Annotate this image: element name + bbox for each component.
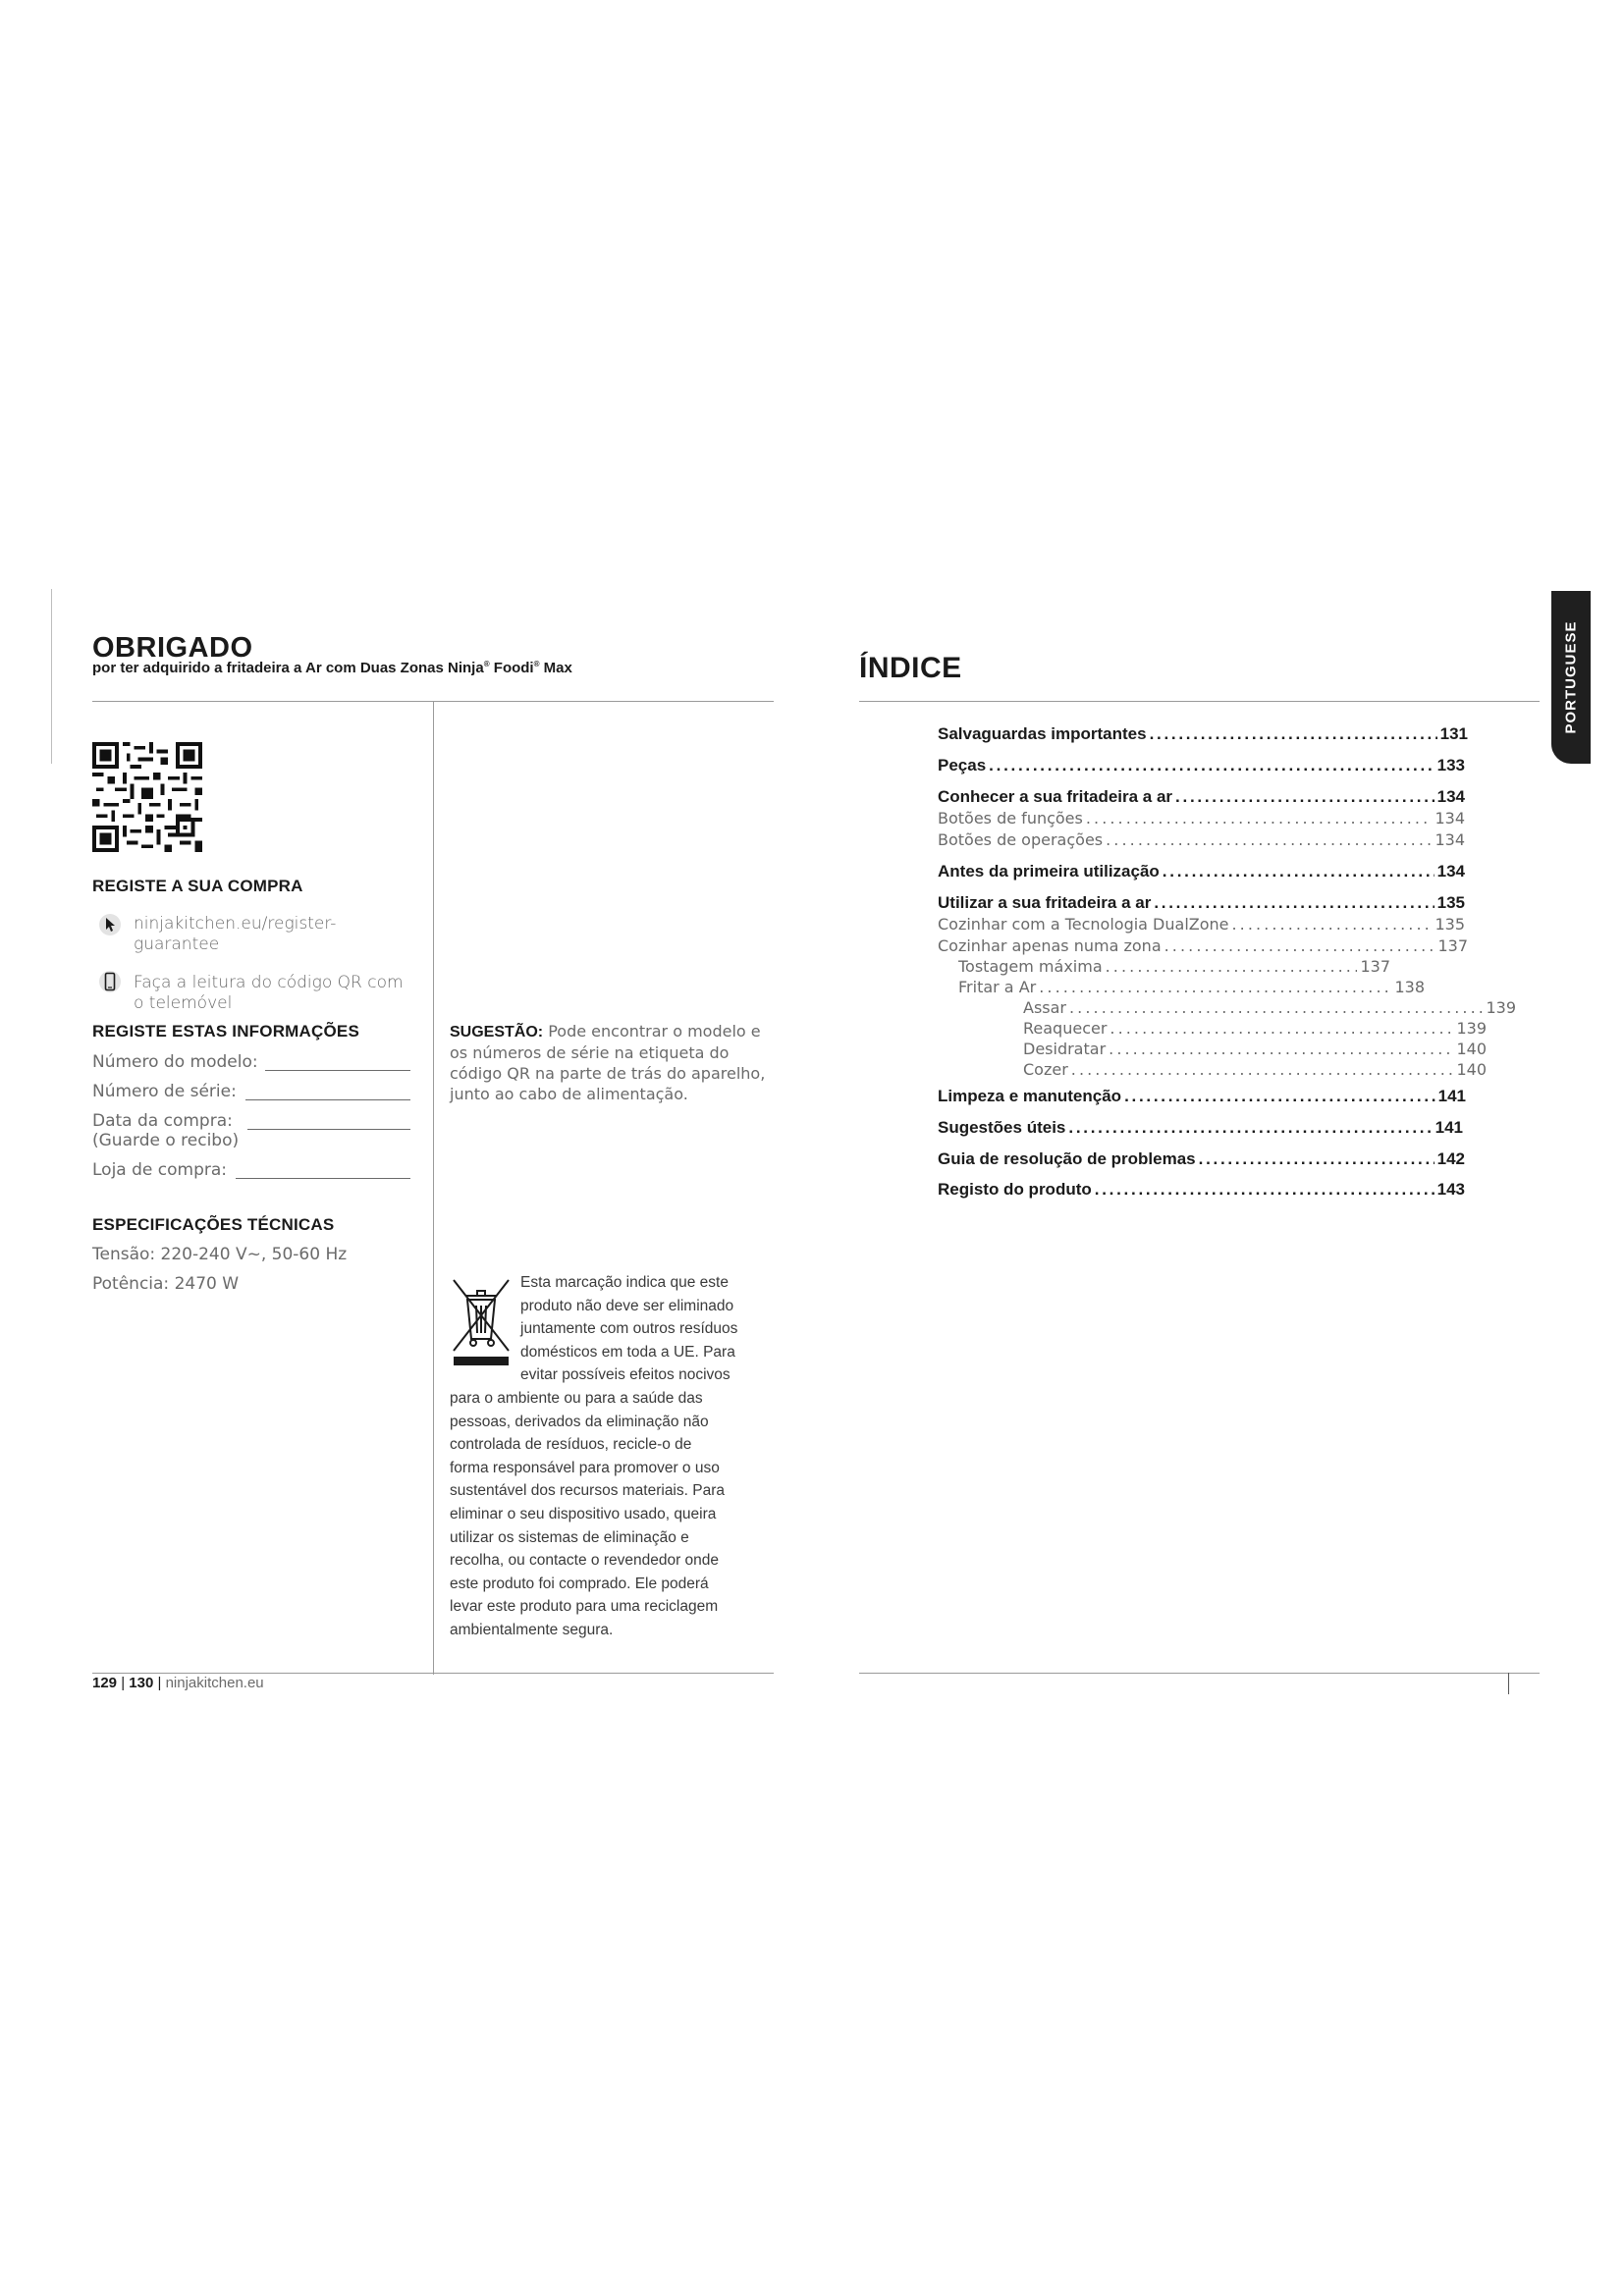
- footer-url[interactable]: ninjakitchen.eu: [165, 1675, 264, 1691]
- weee-line: ambientalmente segura.: [450, 1621, 614, 1638]
- footer-page-marker: [1508, 1673, 1509, 1694]
- toc-page: 143: [1436, 1180, 1465, 1199]
- toc-page: 138: [1394, 978, 1425, 996]
- index-header-divider: [859, 701, 1540, 702]
- toc-leader: [1106, 830, 1432, 849]
- toc-page: 140: [1456, 1060, 1487, 1079]
- serial-number-label: Número de série:: [92, 1082, 237, 1101]
- qr-instructions-line: Faça a leitura do código QR com: [134, 973, 404, 992]
- voltage-spec: Tensão: 220-240 V~, 50-60 Hz: [92, 1245, 348, 1264]
- toc-entry[interactable]: [938, 830, 1465, 849]
- toc-page: 134: [1436, 787, 1465, 806]
- toc-label: Registo do produto: [938, 1180, 1092, 1199]
- register-purchase-heading: REGISTE A SUA COMPRA: [92, 877, 303, 895]
- weee-line: sustentável dos recursos materiais. Para: [450, 1482, 725, 1500]
- subtitle-text: Max: [539, 660, 572, 676]
- purchase-date-label: Data da compra:: [92, 1111, 233, 1131]
- toc-label: Fritar a Ar: [958, 978, 1037, 996]
- power-spec: Potência: 2470 W: [92, 1274, 240, 1294]
- tip-text: Pode encontrar o modelo e os números de série na etiqueta do código QR na parte de trás do aparelho, junto ao cabo de alimentação.: [450, 1022, 766, 1103]
- language-tab-label: PORTUGUESE: [1562, 620, 1580, 734]
- toc-label: Peças: [938, 756, 987, 774]
- toc-entry[interactable]: [938, 1180, 1465, 1200]
- toc-leader: [1164, 936, 1435, 955]
- toc-entry[interactable]: [958, 978, 1425, 996]
- registered-mark: ®: [483, 660, 490, 668]
- weee-line: forma responsável para promover o uso: [450, 1459, 720, 1476]
- toc-entry[interactable]: [938, 893, 1465, 913]
- toc-label: Antes da primeira utilização: [938, 862, 1160, 881]
- subtitle-text: Foodi: [489, 660, 534, 676]
- toc-page: 141: [1435, 1118, 1463, 1137]
- qr-code-icon[interactable]: [92, 742, 202, 852]
- footer-divider: [92, 1673, 774, 1674]
- record-info-heading: REGISTE ESTAS INFORMAÇÕES: [92, 1022, 359, 1041]
- toc-page: 133: [1436, 756, 1465, 774]
- toc-leader: [1039, 978, 1391, 996]
- toc-page: 139: [1456, 1019, 1487, 1038]
- toc-entry[interactable]: [938, 809, 1465, 828]
- margin-rule: [51, 589, 52, 764]
- toc-leader: [1068, 1118, 1432, 1138]
- receipt-note: (Guarde o recibo): [92, 1131, 240, 1150]
- weee-line: utilizar os sistemas de eliminação e: [450, 1528, 689, 1546]
- toc-page: 131: [1439, 724, 1468, 743]
- toc-entry[interactable]: [958, 957, 1390, 976]
- page-title: OBRIGADO: [92, 632, 253, 664]
- toc-entry[interactable]: [938, 936, 1468, 955]
- toc-label: Botões de funções: [938, 809, 1083, 828]
- model-number-field[interactable]: [265, 1070, 410, 1071]
- toc-label: Tostagem máxima: [958, 957, 1103, 976]
- toc-leader: [1095, 1180, 1435, 1200]
- toc-entry[interactable]: [1023, 1019, 1487, 1038]
- weee-line: este produto foi comprado. Ele poderá: [450, 1575, 709, 1592]
- toc-page: 137: [1360, 957, 1390, 976]
- weee-line: eliminar o seu dispositivo usado, queira: [450, 1505, 717, 1522]
- toc-entry[interactable]: [1023, 1040, 1487, 1058]
- toc-leader: [1110, 1019, 1453, 1038]
- toc-leader: [1071, 1060, 1454, 1079]
- toc-page: 137: [1437, 936, 1468, 955]
- toc-label: Desidratar: [1023, 1040, 1107, 1058]
- toc-leader: [1175, 787, 1435, 807]
- weee-line: evitar possíveis efeitos nocivos: [520, 1366, 731, 1384]
- page-number: 130: [129, 1675, 154, 1691]
- toc-leader: [1109, 1040, 1453, 1058]
- register-url[interactable]: [134, 914, 336, 955]
- toc-leader: [1106, 957, 1358, 976]
- toc-label: Botões de operações: [938, 830, 1104, 849]
- weee-line: levar este produto para uma reciclagem: [450, 1598, 719, 1616]
- weee-line: pessoas, derivados da eliminação não: [450, 1413, 709, 1430]
- toc-page: 135: [1435, 915, 1465, 934]
- toc-leader: [989, 756, 1434, 775]
- toc-label: Conhecer a sua fritadeira a ar: [938, 787, 1173, 806]
- toc-entry[interactable]: [938, 1087, 1466, 1106]
- purchase-date-field[interactable]: [247, 1129, 410, 1130]
- model-number-label: Número do modelo:: [92, 1052, 258, 1072]
- toc-leader: [1086, 809, 1433, 828]
- toc-leader: [1124, 1087, 1435, 1106]
- toc-entry[interactable]: [1023, 1060, 1487, 1079]
- toc-label: Reaquecer: [1023, 1019, 1108, 1038]
- toc-page: 134: [1435, 809, 1465, 828]
- weee-line: produto não deve ser eliminado: [520, 1297, 734, 1314]
- toc-page: 134: [1436, 862, 1465, 881]
- toc-label: Utilizar a sua fritadeira a ar: [938, 893, 1152, 912]
- toc-page: 135: [1436, 893, 1465, 912]
- toc-entry[interactable]: [938, 1118, 1463, 1138]
- index-title: ÍNDICE: [859, 652, 962, 684]
- serial-number-field[interactable]: [245, 1099, 410, 1100]
- register-url-line[interactable]: ninjakitchen.eu/register-: [134, 914, 337, 934]
- weee-line: para o ambiente ou para a saúde das: [450, 1390, 703, 1407]
- subtitle-text: por ter adquirido a fritadeira a Ar com Duas Zonas Ninja: [92, 660, 484, 676]
- toc-label: Cozinhar apenas numa zona: [938, 936, 1162, 955]
- toc-entry[interactable]: [938, 724, 1468, 744]
- toc-leader: [1199, 1149, 1435, 1169]
- toc-leader: [1069, 998, 1483, 1017]
- weee-line: domésticos em toda a UE. Para: [520, 1343, 735, 1361]
- toc-leader: [1163, 862, 1435, 881]
- toc-page: 134: [1435, 830, 1465, 849]
- page-subtitle: [92, 660, 572, 676]
- weee-line: controlada de resíduos, recicle-o de: [450, 1436, 692, 1454]
- toc-entry[interactable]: [938, 1149, 1465, 1169]
- qr-instructions: [134, 973, 404, 1014]
- toc-entry[interactable]: [938, 862, 1465, 881]
- mobile-phone-icon: [98, 970, 122, 993]
- qr-instructions-line: o telemóvel: [134, 993, 233, 1013]
- toc-leader: [1154, 893, 1434, 913]
- page-footer: 129 | 130 | ninjakitchen.eu: [92, 1675, 264, 1691]
- tip-note: [450, 1021, 766, 1104]
- toc-page: 141: [1437, 1087, 1466, 1105]
- toc-page: 142: [1436, 1149, 1465, 1168]
- toc-entry[interactable]: [938, 787, 1465, 807]
- column-divider: [433, 701, 434, 1675]
- toc-label: Assar: [1023, 998, 1066, 1017]
- toc-label: Limpeza e manutenção: [938, 1087, 1122, 1105]
- language-tab: [1551, 591, 1591, 764]
- toc-label: Cozer: [1023, 1060, 1068, 1079]
- weee-line: recolha, ou contacte o revendedor onde: [450, 1552, 720, 1570]
- toc-label: Guia de resolução de problemas: [938, 1149, 1196, 1168]
- weee-text-wrapped: [520, 1271, 776, 1387]
- mouse-pointer-icon: [98, 913, 122, 936]
- index-footer-divider: [859, 1673, 1540, 1674]
- registered-mark: ®: [533, 660, 540, 668]
- page-number: 129: [92, 1675, 118, 1691]
- weee-text-full: [450, 1387, 774, 1642]
- toc-label: Cozinhar com a Tecnologia DualZone: [938, 915, 1229, 934]
- crossed-out-bin-icon: [450, 1274, 513, 1366]
- purchase-store-field[interactable]: [236, 1178, 410, 1179]
- toc-leader: [1232, 915, 1433, 934]
- toc-page: 139: [1486, 998, 1516, 1017]
- tip-label: SUGESTÃO:: [450, 1024, 544, 1041]
- toc-label: Sugestões úteis: [938, 1118, 1066, 1137]
- toc-entry[interactable]: [1023, 998, 1516, 1017]
- toc-label: Salvaguardas importantes: [938, 724, 1147, 743]
- register-url-line[interactable]: guarantee: [134, 934, 220, 954]
- toc-entry[interactable]: [938, 756, 1465, 775]
- toc-leader: [1150, 724, 1437, 744]
- tech-specs-heading: ESPECIFICAÇÕES TÉCNICAS: [92, 1215, 335, 1234]
- toc-entry[interactable]: [938, 915, 1465, 934]
- purchase-store-label: Loja de compra:: [92, 1160, 228, 1180]
- toc-page: 140: [1456, 1040, 1487, 1058]
- weee-line: juntamente com outros resíduos: [520, 1320, 738, 1338]
- weee-line: Esta marcação indica que este: [520, 1274, 729, 1291]
